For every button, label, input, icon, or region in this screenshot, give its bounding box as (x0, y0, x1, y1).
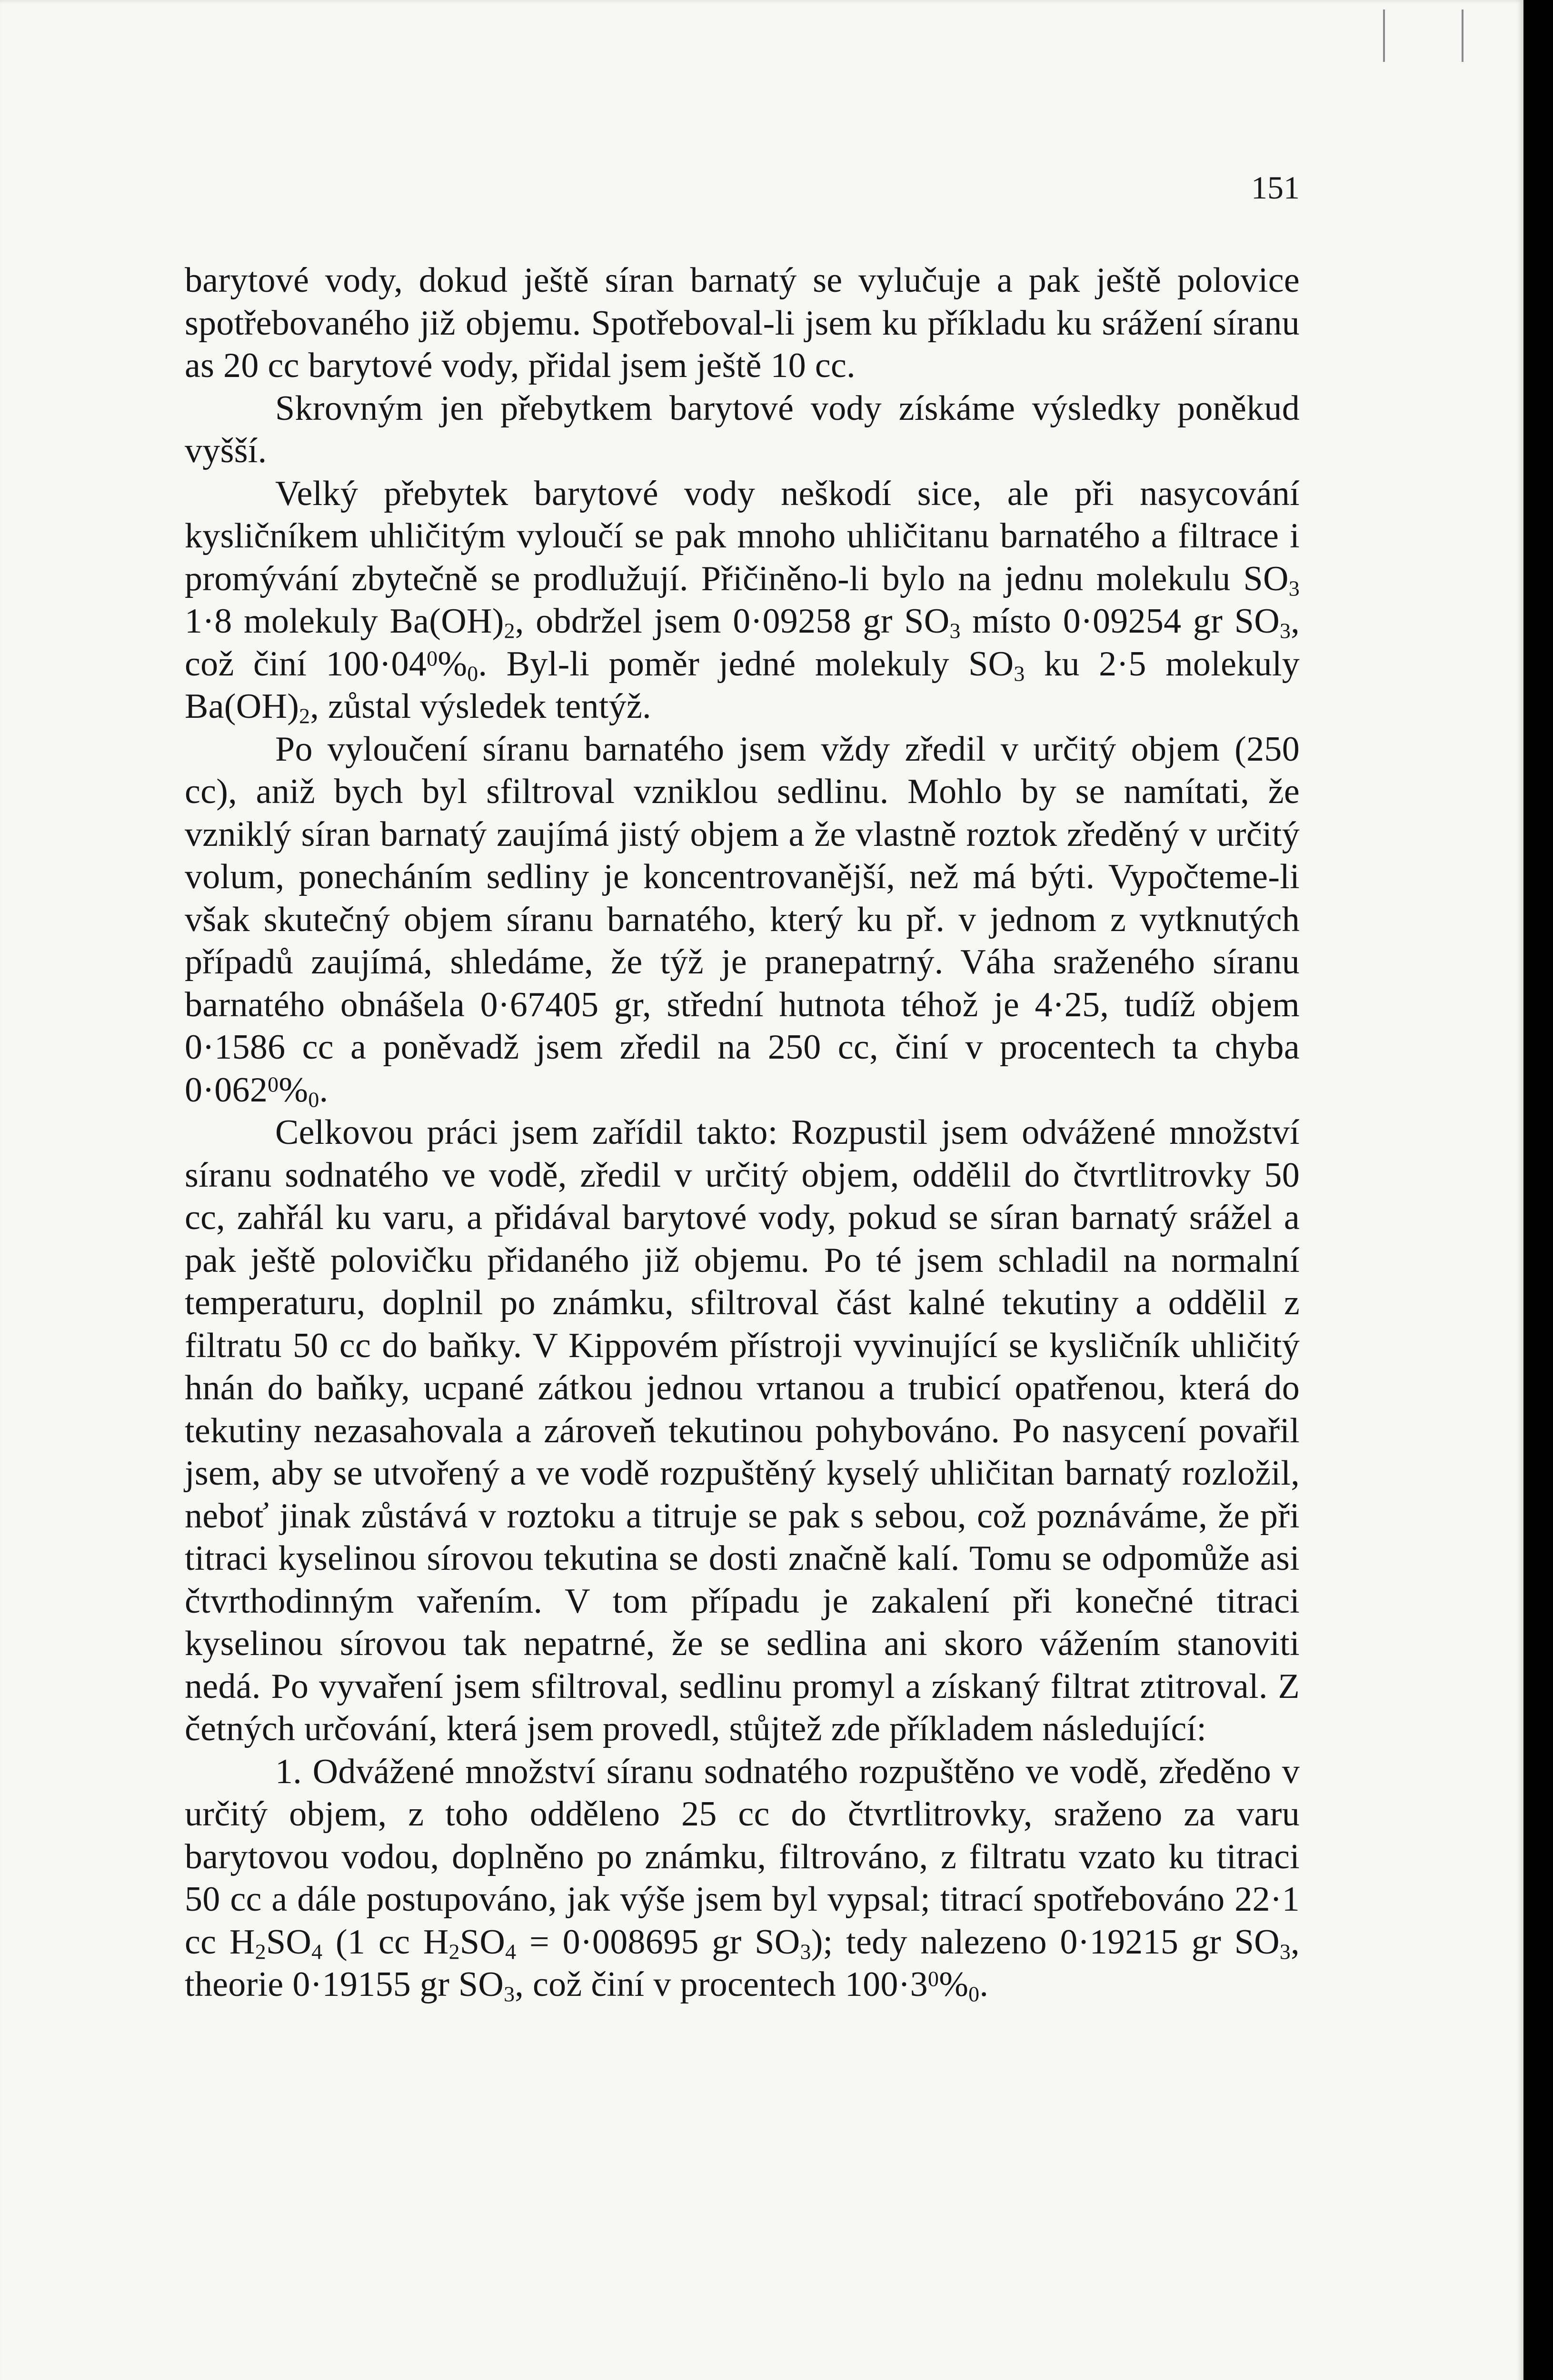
body-text (185, 259, 1300, 2006)
paragraph-1 (185, 259, 1300, 387)
paragraph-text: = 0·008695 gr SO (516, 1922, 800, 1962)
paragraph-text: SO (266, 1922, 312, 1962)
percent-subscript: 0 (968, 1982, 980, 2006)
paragraph-text: , což činí 100·04 (185, 602, 1300, 684)
paragraph-text: , což činí v procentech 100·3 (515, 1965, 928, 2004)
subscript: 3 (1279, 1939, 1291, 1964)
percent-superscript: 0 (427, 645, 438, 670)
paragraph-2 (185, 387, 1300, 473)
paragraph-text: 1·8 molekuly Ba(OH) (185, 602, 504, 641)
subscript: 2 (255, 1939, 266, 1964)
subscript: 3 (1014, 661, 1025, 685)
paragraph-text: . (319, 1070, 329, 1110)
paragraph-text: SO (459, 1922, 506, 1962)
paragraph-text: , obdržel jsem 0·09258 gr SO (515, 602, 950, 641)
paragraph-text: Velký přebytek barytové vody neškodí sice, ale při nasycování kysličníkem uhličitým vyloučí se pak mnoho uhličitanu barnatého a filtrace i promývání zbytečně se prodlužují. Přičiněno-li bylo na jednu molekulu SO (185, 474, 1300, 598)
percent-sign: % (438, 644, 468, 684)
paragraph-text: ku 2·5 molekuly Ba(OH) (185, 644, 1300, 726)
paragraph-text: ); tedy nalezeno 0·19215 gr SO (811, 1922, 1280, 1962)
paragraph-6 (185, 1751, 1300, 2006)
percent-subscript: 0 (467, 661, 478, 685)
percent-sign: % (279, 1070, 309, 1110)
paragraph-3 (185, 473, 1300, 728)
percent-sign: % (939, 1965, 969, 2004)
percent-subscript: 0 (308, 1087, 319, 1111)
subscript: 2 (448, 1939, 460, 1964)
subscript: 3 (1288, 575, 1300, 600)
subscript: 3 (949, 618, 961, 643)
paragraph-text: . Byl-li poměr jedné molekuly SO (478, 644, 1014, 684)
paragraph-text: Skrovným jen přebytkem barytové vody získáme výsledky poněkud vyšší. (185, 388, 1300, 470)
paragraph-text: , zůstal výsledek tentýž. (310, 687, 651, 726)
paragraph-text: Po vyloučení síranu barnatého jsem vždy zředil v určitý objem (250 cc), aniž bych byl sfiltroval vzniklou sedlinu. Mohlo by se namítati, že vzniklý síran barnatý zaujímá jistý objem a že vlastně roztok zředěný v určitý volum, ponecháním sedliny je koncentrovanější, než má býti. Vypočteme-li však skutečný objem síranu barnatého, který ku př. v jednom z vytknutých případů zaujímá, shledáme, že týž je pranepatrný. Váha sraženého síranu barnatého obnášela 0·67405 gr, střední hutnota téhož je 4·25, tudíž objem 0·1586 cc a poněvadž jsem zředil na 250 cc, činí v procentech ta chyba 0·062 (185, 729, 1300, 1110)
paragraph-5 (185, 1111, 1300, 1751)
percent-superscript: 0 (927, 1966, 939, 1991)
paragraph-text: . (979, 1965, 989, 2004)
subscript: 3 (800, 1939, 811, 1964)
paragraph-text: místo 0·09254 gr SO (960, 602, 1280, 641)
paragraph-text: Celkovou práci jsem zařídil takto: Rozpustil jsem odvážené množství síranu sodnatého ve vodě, zředil v určitý objem, oddělil do čtvrtlitrovky 50 cc, zahřál ku varu, a přidával barytové vody, pokud se síran barnatý srážel a pak ještě polovičku přidaného již objemu. Po té jsem schladil na normalní temperaturu, doplnil po známku, sfiltroval část kalné tekutiny a oddělil z filtratu 50 cc do baňky. V Kippovém přístroji vyvinující se kysličník uhličitý hnán do baňky, ucpané zátkou jednou vrtanou a trubicí opatřenou, která do tekutiny nezasahovala a zároveň tekutinou pohybováno. Po nasycení povařil jsem, aby se utvořený a ve vodě rozpuštěný kyselý uhličitan barnatý rozložil, neboť jinak zůstává v roztoku a titruje se pak s sebou, což poznáváme, že při titraci kyselinou sírovou tekutina se dosti značně kalí. Tomu se odpomůže asi čtvrthodinným vařením. V tom případu je zakalení při konečné titraci kyselinou sírovou tak nepatrné, že se sedlina ani skoro vážením stanoviti nedá. Po vyvaření jsem sfiltroval, sedlinu promyl a získaný filtrat ztitroval. Z četných určování, která jsem provedl, stůjtež zde příkladem následující: (185, 1113, 1300, 1748)
paragraph-4 (185, 728, 1300, 1112)
subscript: 2 (299, 704, 310, 728)
scan-edge-mark (1462, 10, 1463, 62)
paragraph-text: 1. Odvážené množství síranu sodnatého rozpuštěno ve vodě, zředěno v určitý objem, z toho odděleno 25 cc do čtvrtlitrovky, sraženo za varu barytovou vodou, doplněno po známku, filtrováno, z filtratu vzato ku titraci 50 cc a dále postupováno, jak výše jsem byl vypsal; titrací spotřebováno 22·1 cc H (185, 1752, 1300, 1962)
scan-edge-mark (1383, 10, 1385, 62)
page-number: 151 (1251, 169, 1300, 206)
percent-superscript: 0 (268, 1071, 279, 1096)
paragraph-text: (1 cc H (322, 1922, 449, 1962)
subscript: 4 (505, 1939, 517, 1964)
subscript: 2 (504, 618, 515, 643)
paragraph-text: barytové vody, dokud ještě síran barnatý se vylučuje a pak ještě polovice spotřebovaného již objemu. Spotřeboval-li jsem ku příkladu ku srážení síranu as 20 cc barytové vody, přidal jsem ještě 10 cc. (185, 261, 1300, 385)
subscript: 4 (311, 1939, 323, 1964)
subscript: 3 (504, 1982, 515, 2006)
subscript: 3 (1279, 618, 1291, 643)
paragraph-text: , theorie 0·19155 gr SO (185, 1922, 1300, 2004)
